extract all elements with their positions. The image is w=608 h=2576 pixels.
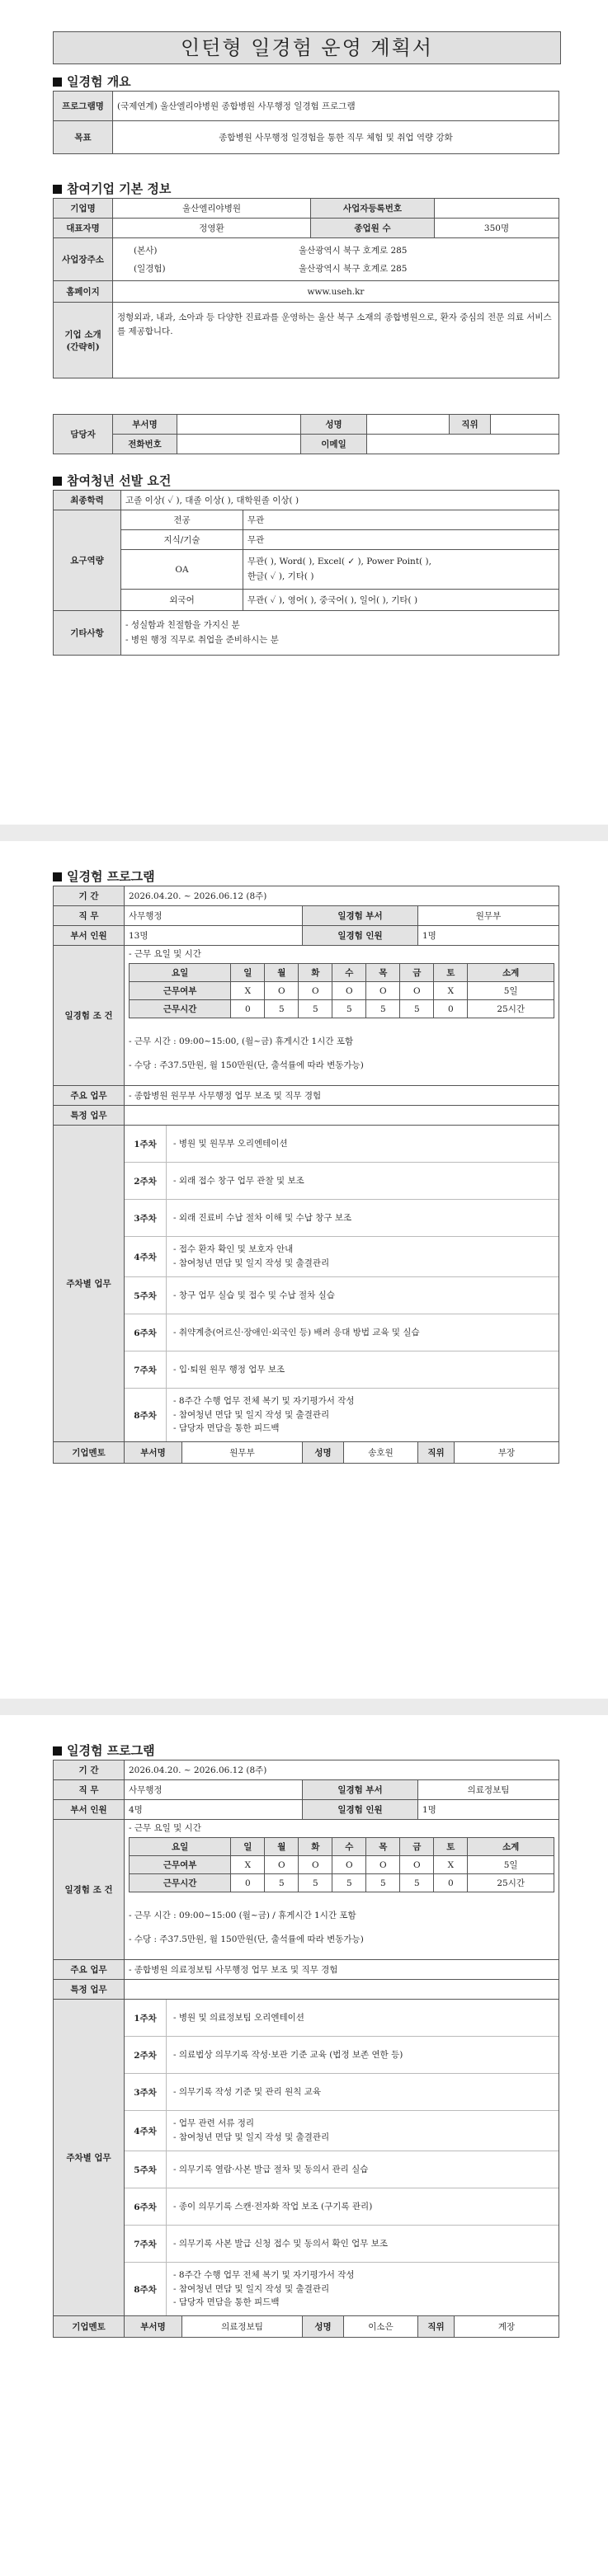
hours-cell: 5일 xyxy=(468,982,554,1000)
skills-label: 요구역량 xyxy=(54,510,121,611)
mentor-dept-value: 의료정보팀 xyxy=(182,2316,303,2338)
week-row xyxy=(125,1200,559,1237)
mentor-name-value: 송호원 xyxy=(344,1442,418,1464)
period-label: 기 간 xyxy=(54,886,125,906)
week-row xyxy=(125,1126,559,1163)
hours-cell: O xyxy=(366,982,400,1000)
week-task-item: - 의무기록 사본 발급 신청 접수 및 동의서 확인 업무 보조 xyxy=(173,2238,389,2249)
document-page-3 xyxy=(0,1715,608,2576)
weekly-work-list xyxy=(125,1126,559,1442)
conditions-label: 일경험 조 건 xyxy=(54,946,125,1086)
pay-text: - 수당 : 주37.5만원, 월 150만원(단, 출석률에 따라 변동가능) xyxy=(129,1934,364,1944)
week-tasks xyxy=(166,2263,559,2315)
contact-dept-label: 부서명 xyxy=(113,415,177,435)
staff-value: 350명 xyxy=(435,219,559,238)
day-header-cell: 요일 xyxy=(130,964,231,982)
weekly-work-label: 주차별 업무 xyxy=(54,2000,125,2316)
weekly-work-label: 주차별 업무 xyxy=(54,1126,125,1442)
ojt-dept-value: 원무부 xyxy=(418,906,559,926)
row-label: 근무시간 xyxy=(130,1000,231,1018)
section-program-heading: 일경험 프로그램 xyxy=(53,867,155,885)
contact-name-label: 성명 xyxy=(301,415,367,435)
day-header-cell: 요일 xyxy=(130,1838,231,1856)
hours-cell: 5 xyxy=(400,1000,434,1018)
intro-label: 기업 소개 (간략히) xyxy=(54,303,113,378)
day-header-cell: 토 xyxy=(434,964,468,982)
education-label: 최종학력 xyxy=(54,491,121,510)
main-work-label: 주요 업무 xyxy=(54,1086,125,1106)
goal-label: 목표 xyxy=(54,121,113,154)
hours-cell: 5 xyxy=(400,1874,434,1892)
ojt-people-label: 일경험 인원 xyxy=(303,926,418,946)
job-label: 직 무 xyxy=(54,1780,125,1800)
knowledge-value: 무관 xyxy=(243,530,559,550)
hours-table xyxy=(129,1837,554,1892)
mentor-name-label: 성명 xyxy=(303,2316,344,2338)
week-tasks xyxy=(166,2000,559,2036)
week-tasks xyxy=(166,1389,559,1441)
company-name-value: 울산엘리야병원 xyxy=(113,199,311,219)
contact-email-label: 이메일 xyxy=(301,435,367,454)
hours-cell: O xyxy=(299,1856,332,1874)
hours-cell: X xyxy=(231,1856,265,1874)
week-label: 8주차 xyxy=(134,2284,157,2295)
etc-label: 기타사항 xyxy=(54,611,121,656)
hours-cell: 5 xyxy=(332,1874,366,1892)
mentor-dept-value: 원무부 xyxy=(182,1442,303,1464)
etc-value: - 성실함과 친절함을 가지신 분 - 병원 행정 직무로 취업을 준비하시는 분 xyxy=(121,611,559,656)
dept-people-value: 13명 xyxy=(125,926,303,946)
week-task-item: - 의료법상 의무기록 작성·보관 기준 교육 (법정 보존 연한 등) xyxy=(173,2049,403,2060)
day-header-cell: 월 xyxy=(265,964,299,982)
homepage-label: 홈페이지 xyxy=(54,281,113,303)
square-bullet-icon xyxy=(53,1746,62,1756)
contact-dept-value xyxy=(177,415,301,435)
education-value: 고졸 이상( ✓ ), 대졸 이상( ), 대학원졸 이상( ) xyxy=(121,491,559,510)
week-task-item: - 종이 의무기록 스캔·전자화 작업 보조 (구기록 관리) xyxy=(173,2201,373,2212)
week-task-item: - 참여청년 면담 및 일지 작성 및 출결관리 xyxy=(173,1409,330,1420)
overview-table xyxy=(53,91,559,154)
conditions-label: 일경험 조 건 xyxy=(54,1820,125,1960)
week-label: 5주차 xyxy=(134,1290,157,1301)
special-work-value xyxy=(125,1980,559,2000)
work-time-text: - 근무 시간 : 09:00~15:00, (월~금) 휴게시간 1시간 포함 xyxy=(129,1037,354,1046)
day-header-cell: 수 xyxy=(332,964,366,982)
week-tasks xyxy=(166,2151,559,2188)
week-tasks xyxy=(166,1277,559,1314)
requirements-table xyxy=(53,490,559,656)
week-row xyxy=(125,2151,559,2188)
week-tasks xyxy=(166,2188,559,2225)
conditions-value xyxy=(125,946,559,1086)
mentor-pos-label: 직위 xyxy=(418,1442,455,1464)
week-row xyxy=(125,1237,559,1277)
week-task-item: - 병원 및 원무부 오리엔테이션 xyxy=(173,1138,288,1149)
week-task-item: - 취약계층(어르신·장애인·외국인 등) 배려 응대 방법 교육 및 실습 xyxy=(173,1327,420,1337)
mentor-label: 기업멘토 xyxy=(54,2316,125,2338)
job-label: 직 무 xyxy=(54,906,125,926)
day-header-cell: 월 xyxy=(265,1838,299,1856)
week-task-item: - 입·퇴원 원무 행정 업무 보조 xyxy=(173,1364,285,1375)
week-tasks xyxy=(166,1351,559,1388)
mentor-pos-value: 계장 xyxy=(455,2316,559,2338)
hours-cell: O xyxy=(299,982,332,1000)
week-label: 1주차 xyxy=(134,1139,157,1149)
week-task-item: - 창구 업무 실습 및 접수 및 수납 절차 실습 xyxy=(173,1290,335,1300)
contact-label: 담당자 xyxy=(54,415,113,454)
week-tasks xyxy=(166,2037,559,2073)
hours-cell: X xyxy=(231,982,265,1000)
conditions-value xyxy=(125,1820,559,1960)
oa-label: OA xyxy=(121,550,243,590)
company-table xyxy=(53,198,559,378)
hours-cell: 5 xyxy=(366,1874,400,1892)
goal-value: 종합병원 사무행정 일경험을 통한 직무 체험 및 취업 역량 강화 xyxy=(113,121,559,154)
document-page-1 xyxy=(0,0,608,825)
row-label: 근무시간 xyxy=(130,1874,231,1892)
mentor-pos-value: 부장 xyxy=(455,1442,559,1464)
week-label: 2주차 xyxy=(134,1176,157,1187)
ojt-people-label: 일경험 인원 xyxy=(303,1800,418,1820)
work-time-text: - 근무 시간 : 09:00~15:00 (월~금) / 휴게시간 1시간 포함 xyxy=(129,1911,356,1920)
contact-phone-value xyxy=(177,435,301,454)
day-header-cell: 금 xyxy=(400,964,434,982)
language-value: 무관( ✓ ), 영어( ), 중국어( ), 일어( ), 기타( ) xyxy=(243,590,559,611)
hours-cell: 5 xyxy=(265,1000,299,1018)
document-page-2 xyxy=(0,841,608,1699)
ceo-value: 정영환 xyxy=(113,219,311,238)
hours-cell: O xyxy=(332,982,366,1000)
week-label: 6주차 xyxy=(134,2202,157,2212)
day-header-cell: 소계 xyxy=(468,964,554,982)
special-work-label: 특정 업무 xyxy=(54,1980,125,2000)
major-label: 전공 xyxy=(121,510,243,530)
week-task-item: - 담당자 면담을 통한 피드백 xyxy=(173,2297,280,2308)
week-tasks xyxy=(166,1314,559,1351)
day-header-cell: 화 xyxy=(299,1838,332,1856)
period-label: 기 간 xyxy=(54,1760,125,1780)
week-label: 7주차 xyxy=(134,1365,157,1375)
hours-cell: O xyxy=(366,1856,400,1874)
pay-text: - 수당 : 주37.5만원, 월 150만원(단, 출석률에 따라 변동가능) xyxy=(129,1060,364,1070)
hours-cell: O xyxy=(332,1856,366,1874)
major-value: 무관 xyxy=(243,510,559,530)
ojt-dept-value: 의료정보팀 xyxy=(418,1780,559,1800)
contact-email-value xyxy=(367,435,559,454)
main-work-label: 주요 업무 xyxy=(54,1960,125,1980)
week-tasks xyxy=(166,1237,559,1276)
week-task-item: - 의무기록 작성 기준 및 관리 원칙 교육 xyxy=(173,2086,322,2097)
ojt-dept-label: 일경험 부서 xyxy=(303,906,418,926)
week-task-item: - 참여청년 면담 및 일지 작성 및 출결관리 xyxy=(173,1258,330,1268)
section-program-heading: 일경험 프로그램 xyxy=(53,1742,155,1759)
day-header-cell: 금 xyxy=(400,1838,434,1856)
week-task-item: - 담당자 면담을 통한 피드백 xyxy=(173,1423,280,1434)
mentor-label: 기업멘토 xyxy=(54,1442,125,1464)
period-value: 2026.04.20. ~ 2026.06.12 (8주) xyxy=(125,1760,559,1780)
contact-pos-value xyxy=(491,415,559,435)
week-label: 5주차 xyxy=(134,2165,157,2175)
address-label: 사업장주소 xyxy=(54,238,113,281)
special-work-label: 특정 업무 xyxy=(54,1106,125,1126)
ojt-people-value: 1명 xyxy=(418,1800,559,1820)
day-header-cell: 목 xyxy=(366,964,400,982)
row-label: 근무여부 xyxy=(130,1856,231,1874)
week-task-item: - 병원 및 의료정보팀 오리엔테이션 xyxy=(173,2012,304,2023)
week-label: 8주차 xyxy=(134,1410,157,1421)
day-header-cell: 토 xyxy=(434,1838,468,1856)
mentor-name-label: 성명 xyxy=(303,1442,344,1464)
knowledge-label: 지식/기술 xyxy=(121,530,243,550)
ojt-people-value: 1명 xyxy=(418,926,559,946)
hours-cell: 0 xyxy=(231,1000,265,1018)
program-name-value: (국제연계) 울산엘리야병원 종합병원 사무행정 일경험 프로그램 xyxy=(113,92,559,121)
hours-cell: 25시간 xyxy=(468,1000,554,1018)
week-row xyxy=(125,1277,559,1314)
week-tasks xyxy=(166,1200,559,1236)
hours-cell: O xyxy=(400,982,434,1000)
week-row xyxy=(125,1351,559,1389)
dept-people-label: 부서 인원 xyxy=(54,926,125,946)
week-row xyxy=(125,2263,559,2315)
week-task-item: - 접수 환자 확인 및 보호자 안내 xyxy=(173,1244,294,1255)
week-task-item: - 참여청년 면담 및 일지 작성 및 출결관리 xyxy=(173,2283,330,2294)
special-work-value xyxy=(125,1106,559,1126)
oa-value: 무관( ), Word( ), Excel( ✓ ), Power Point( ), 한글( ✓ ), 기타( ) xyxy=(243,550,559,590)
dept-people-value: 4명 xyxy=(125,1800,303,1820)
week-label: 6주차 xyxy=(134,1328,157,1338)
hours-cell: 5 xyxy=(299,1000,332,1018)
hours-cell: 25시간 xyxy=(468,1874,554,1892)
mentor-pos-label: 직위 xyxy=(418,2316,455,2338)
hours-cell: X xyxy=(434,1856,468,1874)
hours-cell: 5 xyxy=(366,1000,400,1018)
week-label: 4주차 xyxy=(134,2126,157,2136)
week-tasks xyxy=(166,1163,559,1199)
week-label: 4주차 xyxy=(134,1252,157,1262)
week-task-item: - 업무 관련 서류 정리 xyxy=(173,2118,255,2129)
program-table xyxy=(53,1760,559,2338)
week-row xyxy=(125,2037,559,2074)
day-header-cell: 수 xyxy=(332,1838,366,1856)
day-header-cell: 화 xyxy=(299,964,332,982)
day-header-cell: 일 xyxy=(231,1838,265,1856)
week-task-item: - 참여청년 면담 및 일지 작성 및 출결관리 xyxy=(173,2132,330,2142)
week-task-item: - 외래 진료비 수납 절차 이해 및 수납 창구 보조 xyxy=(173,1212,352,1223)
hours-cell: O xyxy=(400,1856,434,1874)
day-header-cell: 소계 xyxy=(468,1838,554,1856)
section-company-heading: 참여기업 기본 정보 xyxy=(53,180,171,197)
hours-cell: 5 xyxy=(265,1874,299,1892)
main-work-value: - 종합병원 의료정보팀 사무행정 업무 보조 및 직무 경험 xyxy=(125,1960,559,1980)
square-bullet-icon xyxy=(53,185,62,194)
mentor-dept-label: 부서명 xyxy=(125,2316,182,2338)
week-task-item: - 8주간 수행 업무 전체 복기 및 자기평가서 작성 xyxy=(173,2269,355,2280)
bizno-value xyxy=(435,199,559,219)
job-value: 사무행정 xyxy=(125,906,303,926)
company-name-label: 기업명 xyxy=(54,199,113,219)
week-tasks xyxy=(166,2226,559,2262)
hours-cell: O xyxy=(265,982,299,1000)
week-label: 2주차 xyxy=(134,2050,157,2061)
hours-cell: 5 xyxy=(332,1000,366,1018)
homepage-link[interactable]: www.useh.kr xyxy=(113,281,559,303)
week-label: 7주차 xyxy=(134,2239,157,2249)
section-overview-heading: 일경험 개요 xyxy=(53,73,131,90)
week-row xyxy=(125,1163,559,1200)
hours-title: - 근무 요일 및 시간 xyxy=(129,949,201,959)
program-table xyxy=(53,886,559,1464)
week-label: 3주차 xyxy=(134,1213,157,1224)
week-task-item: - 외래 접수 창구 업무 관찰 및 보조 xyxy=(173,1175,304,1186)
language-label: 외국어 xyxy=(121,590,243,611)
square-bullet-icon xyxy=(53,872,62,881)
hours-cell: 5 xyxy=(299,1874,332,1892)
contact-name-value xyxy=(367,415,450,435)
hours-cell: O xyxy=(265,1856,299,1874)
week-task-item: - 의무기록 열람·사본 발급 절차 및 동의서 관리 실습 xyxy=(173,2164,369,2174)
job-value: 사무행정 xyxy=(125,1780,303,1800)
week-row xyxy=(125,2000,559,2037)
hours-cell: 5일 xyxy=(468,1856,554,1874)
hours-cell: 0 xyxy=(434,1000,468,1018)
ceo-label: 대표자명 xyxy=(54,219,113,238)
weekly-work-list xyxy=(125,2000,559,2316)
mentor-dept-label: 부서명 xyxy=(125,1442,182,1464)
week-row xyxy=(125,2074,559,2111)
week-tasks xyxy=(166,1126,559,1162)
staff-label: 종업원 수 xyxy=(311,219,435,238)
week-label: 1주차 xyxy=(134,2013,157,2024)
period-value: 2026.04.20. ~ 2026.06.12 (8주) xyxy=(125,886,559,906)
week-row xyxy=(125,2226,559,2263)
week-task-item: - 8주간 수행 업무 전체 복기 및 자기평가서 작성 xyxy=(173,1395,355,1406)
square-bullet-icon xyxy=(53,78,62,87)
contact-phone-label: 전화번호 xyxy=(113,435,177,454)
ojt-dept-label: 일경험 부서 xyxy=(303,1780,418,1800)
day-header-cell: 일 xyxy=(231,964,265,982)
contact-table xyxy=(53,414,559,454)
week-tasks xyxy=(166,2111,559,2151)
document-title: 인턴형 일경험 운영 계획서 xyxy=(53,31,561,64)
day-header-cell: 목 xyxy=(366,1838,400,1856)
week-row xyxy=(125,2188,559,2226)
hours-cell: 0 xyxy=(434,1874,468,1892)
contact-pos-label: 직위 xyxy=(450,415,491,435)
week-row xyxy=(125,1389,559,1441)
week-label: 3주차 xyxy=(134,2087,157,2098)
hours-title: - 근무 요일 및 시간 xyxy=(129,1823,201,1833)
main-work-value: - 종합병원 원무부 사무행정 업무 보조 및 직무 경험 xyxy=(125,1086,559,1106)
mentor-name-value: 이소은 xyxy=(344,2316,418,2338)
intro-value: 정형외과, 내과, 소아과 등 다양한 진료과를 운영하는 울산 북구 소재의 종합병원으로, 환자 중심의 전문 의료 서비스를 제공합니다. xyxy=(113,303,559,378)
address-value: (본사) 울산광역시 북구 호계로 285 (일경험) 울산광역시 북구 호계로 285 xyxy=(113,238,559,281)
week-row xyxy=(125,1314,559,1351)
row-label: 근무여부 xyxy=(130,982,231,1000)
hours-table xyxy=(129,963,554,1018)
week-row xyxy=(125,2111,559,2151)
dept-people-label: 부서 인원 xyxy=(54,1800,125,1820)
bizno-label: 사업자등록번호 xyxy=(311,199,435,219)
week-tasks xyxy=(166,2074,559,2110)
program-name-label: 프로그램명 xyxy=(54,92,113,121)
square-bullet-icon xyxy=(53,477,62,486)
hours-cell: X xyxy=(434,982,468,1000)
hours-cell: 0 xyxy=(231,1874,265,1892)
section-requirements-heading: 참여청년 선발 요건 xyxy=(53,472,171,489)
